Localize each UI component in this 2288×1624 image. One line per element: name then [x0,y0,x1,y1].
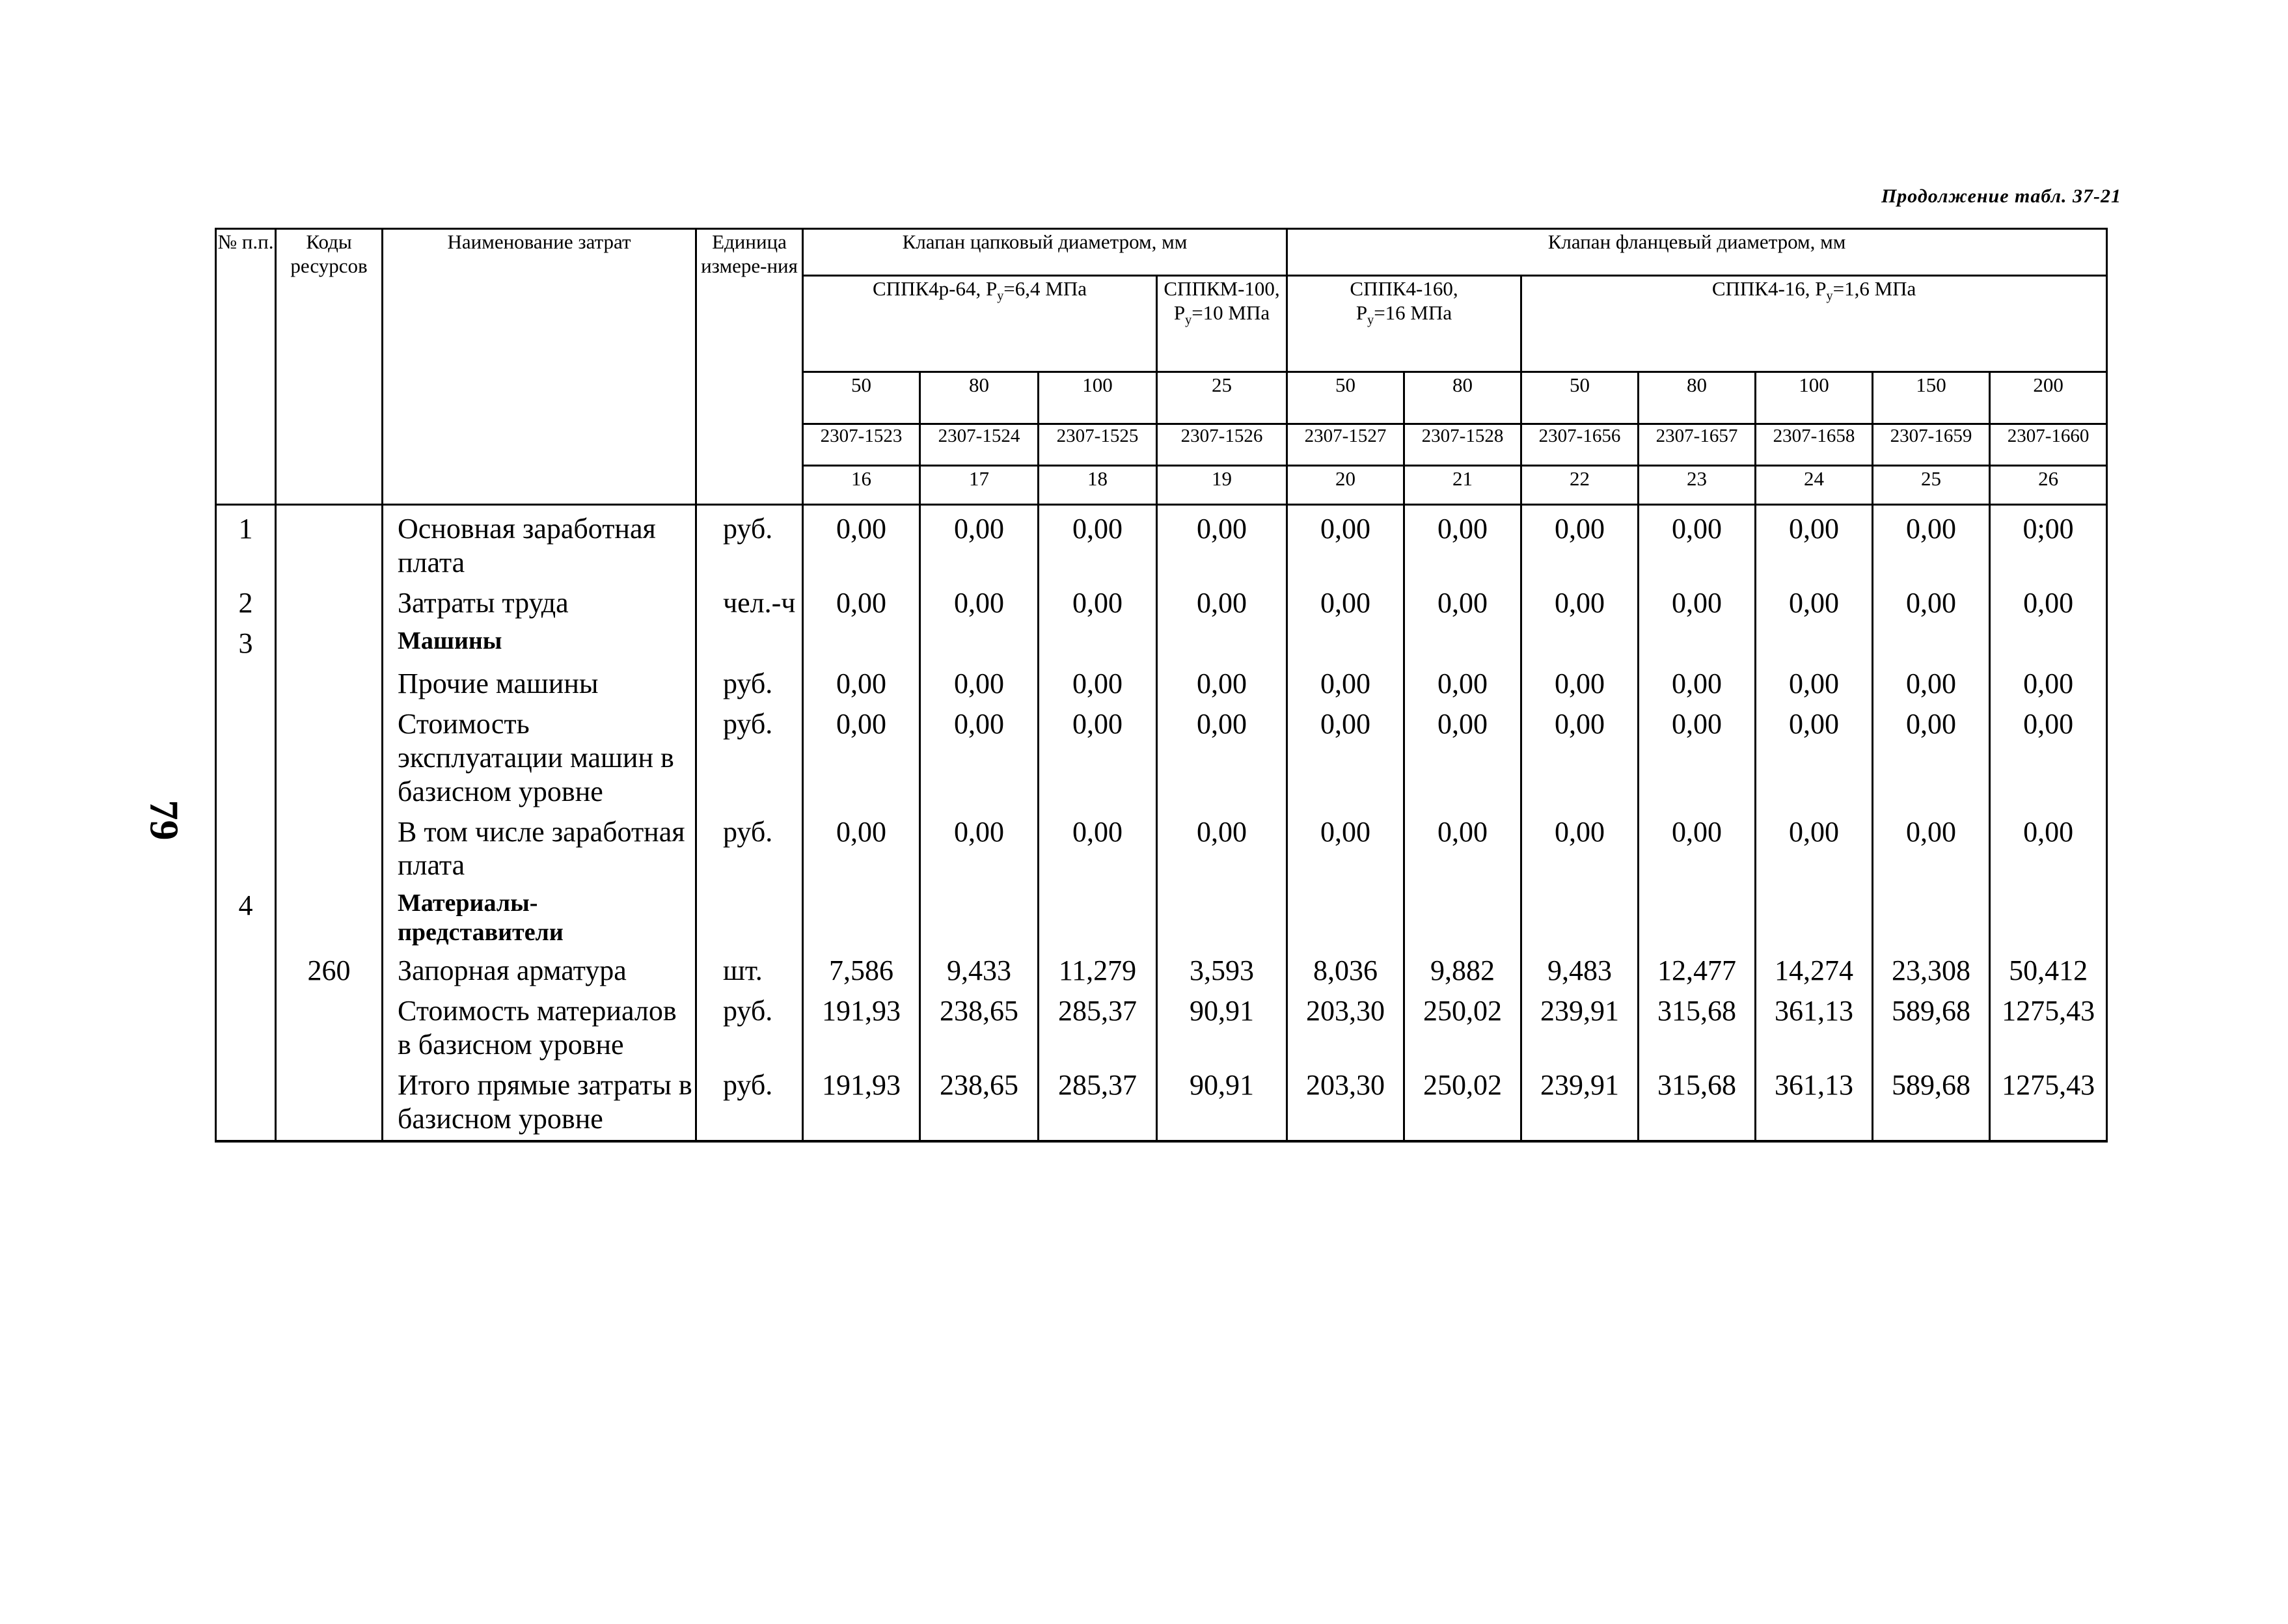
table-row [216,947,2107,988]
value-cell: 90,91 [1157,988,1287,1062]
diameter-cell: 100 [1039,372,1157,424]
value-cell: 7,586 [803,947,920,988]
row-unit: руб. [696,505,803,580]
value-cell: 589,68 [1873,988,1990,1062]
column-number-cell: 25 [1873,466,1990,505]
value-cell: 0,00 [1039,505,1157,580]
row-unit: руб. [696,1062,803,1141]
diameter-cell: 80 [1639,372,1756,424]
row-name: Стоимость материалов в базисном уровне [383,988,696,1062]
row-code: 260 [276,947,383,988]
diameter-cell: 200 [1990,372,2107,424]
row-unit: шт. [696,947,803,988]
value-cell: 285,37 [1039,988,1157,1062]
value-cell: 0,00 [803,701,920,809]
value-cell: 0,00 [920,505,1039,580]
value-cell: 0,00 [1157,701,1287,809]
header-sub-sppkm100: СППКМ-100, $Р_у=10$ МПа [1157,276,1287,372]
value-cell: 0,00 [1404,580,1521,620]
value-cell: 3,593 [1157,947,1287,988]
value-cell: 0,00 [920,809,1039,883]
row-name: Запорная арматура [383,947,696,988]
value-cell: 0,00 [920,660,1039,701]
value-cell: 0,00 [803,580,920,620]
value-cell: 0,00 [1639,580,1756,620]
diameter-cell: 25 [1157,372,1287,424]
row-code [276,580,383,620]
page-number: 79 [141,800,186,841]
value-cell [1287,882,1404,947]
value-cell: 0,00 [1873,580,1990,620]
row-name: В том числе заработная плата [383,809,696,883]
row-num [216,1062,276,1141]
header-unit: Единица измере-ния [696,229,803,505]
row-code [276,1062,383,1141]
value-cell [1756,882,1873,947]
value-cell: 1275,43 [1990,1062,2107,1141]
resource-code-cell: 2307-1526 [1157,424,1287,466]
row-code [276,620,383,660]
value-cell: 0,00 [1404,505,1521,580]
row-num: 4 [216,882,276,947]
value-cell [1639,620,1756,660]
table-row [216,505,2107,580]
value-cell [1157,620,1287,660]
value-cell: 14,274 [1756,947,1873,988]
value-cell: 589,68 [1873,1062,1990,1141]
row-num: 2 [216,580,276,620]
row-unit: руб. [696,701,803,809]
column-number-cell: 18 [1039,466,1157,505]
value-cell: 0;00 [1990,505,2107,580]
column-number-cell: 22 [1521,466,1639,505]
value-cell: 0,00 [1039,580,1157,620]
value-cell: 0,00 [1157,809,1287,883]
row-num [216,809,276,883]
header-code: Коды ресурсов [276,229,383,505]
header-group-threaded: Клапан цапковый диаметром, мм [803,229,1287,276]
value-cell [920,620,1039,660]
value-cell: 0,00 [920,580,1039,620]
value-cell: 238,65 [920,1062,1039,1141]
row-name: Прочие машины [383,660,696,701]
resource-code-cell: 2307-1527 [1287,424,1404,466]
value-cell: 0,00 [1287,701,1404,809]
table-caption: Продолжение табл. 37-21 [1881,185,2121,207]
row-name: Затраты труда [383,580,696,620]
row-unit: руб. [696,809,803,883]
row-unit: чел.-ч [696,580,803,620]
value-cell: 250,02 [1404,1062,1521,1141]
row-name: Материалы-представители [383,882,696,947]
value-cell: 0,00 [1639,809,1756,883]
value-cell: 0,00 [1039,660,1157,701]
column-number-cell: 23 [1639,466,1756,505]
value-cell: 0,00 [1873,505,1990,580]
value-cell: 250,02 [1404,988,1521,1062]
column-number-cell: 24 [1756,466,1873,505]
diameter-cell: 50 [803,372,920,424]
row-name: Машины [383,620,696,660]
value-cell: 285,37 [1039,1062,1157,1141]
diameter-cell: 80 [1404,372,1521,424]
column-number-cell: 26 [1990,466,2107,505]
table-row [216,580,2107,620]
value-cell: 0,00 [1157,580,1287,620]
table-row [216,1062,2107,1141]
column-number-cell: 21 [1404,466,1521,505]
value-cell [803,882,920,947]
column-number-cell: 17 [920,466,1039,505]
table-row [216,882,2107,947]
value-cell: 0,00 [1756,660,1873,701]
value-cell [1521,620,1639,660]
value-cell: 0,00 [1521,505,1639,580]
header-group-flanged: Клапан фланцевый диаметром, мм [1287,229,2107,276]
value-cell: 361,13 [1756,1062,1873,1141]
row-code [276,660,383,701]
value-cell: 1275,43 [1990,988,2107,1062]
row-num [216,988,276,1062]
value-cell: 0,00 [1521,809,1639,883]
value-cell: 8,036 [1287,947,1404,988]
value-cell [1756,620,1873,660]
value-cell: 0,00 [1287,660,1404,701]
table-row [216,660,2107,701]
value-cell [1404,620,1521,660]
value-cell: 0,00 [1039,809,1157,883]
diameter-cell: 50 [1521,372,1639,424]
resource-code-cell: 2307-1524 [920,424,1039,466]
header-num: № п.п. [216,229,276,505]
value-cell: 0,00 [1990,580,2107,620]
header-sub-sppk4-160: СППК4-160, $Р_у=16$ МПа [1287,276,1521,372]
value-cell: 0,00 [1756,701,1873,809]
value-cell: 0,00 [803,809,920,883]
value-cell: 315,68 [1639,1062,1756,1141]
value-cell: 203,30 [1287,988,1404,1062]
row-num: 3 [216,620,276,660]
row-num: 1 [216,505,276,580]
value-cell [1287,620,1404,660]
value-cell [1404,882,1521,947]
diameter-cell: 100 [1756,372,1873,424]
row-num [216,947,276,988]
row-unit [696,620,803,660]
value-cell [1039,620,1157,660]
column-number-cell: 19 [1157,466,1287,505]
resource-code-cell: 2307-1523 [803,424,920,466]
value-cell: 0,00 [1521,580,1639,620]
value-cell: 0,00 [1157,505,1287,580]
value-cell: 0,00 [1990,660,2107,701]
value-cell [1873,882,1990,947]
value-cell: 191,93 [803,988,920,1062]
resource-table [215,228,2108,1143]
value-cell: 0,00 [803,660,920,701]
header-name: Наименование затрат [383,229,696,505]
value-cell [1873,620,1990,660]
value-cell: 12,477 [1639,947,1756,988]
row-code [276,701,383,809]
row-name: Итого прямые затраты в базисном уровне [383,1062,696,1141]
resource-code-cell: 2307-1658 [1756,424,1873,466]
row-code [276,809,383,883]
value-cell: 0,00 [1990,701,2107,809]
value-cell: 0,00 [1157,660,1287,701]
value-cell: 0,00 [1873,701,1990,809]
table-row [216,809,2107,883]
value-cell: 0,00 [1639,660,1756,701]
value-cell: 0,00 [1873,809,1990,883]
row-name: Основная заработная плата [383,505,696,580]
value-cell: 315,68 [1639,988,1756,1062]
value-cell: 0,00 [803,505,920,580]
row-num [216,660,276,701]
column-number-cell: 16 [803,466,920,505]
value-cell: 90,91 [1157,1062,1287,1141]
value-cell: 0,00 [1521,660,1639,701]
value-cell: 9,483 [1521,947,1639,988]
value-cell: 0,00 [1756,809,1873,883]
value-cell: 0,00 [1287,580,1404,620]
value-cell [1990,882,2107,947]
value-cell: 50,412 [1990,947,2107,988]
row-name: Стоимость эксплуатации машин в базисном уровне [383,701,696,809]
value-cell: 0,00 [1404,660,1521,701]
resource-code-cell: 2307-1659 [1873,424,1990,466]
diameter-cell: 80 [920,372,1039,424]
value-cell: 238,65 [920,988,1039,1062]
value-cell: 0,00 [1287,809,1404,883]
row-num [216,701,276,809]
value-cell: 0,00 [1521,701,1639,809]
value-cell: 9,882 [1404,947,1521,988]
row-unit: руб. [696,988,803,1062]
value-cell: 0,00 [1039,701,1157,809]
diameter-cell: 50 [1287,372,1404,424]
value-cell [803,620,920,660]
resource-code-cell: 2307-1525 [1039,424,1157,466]
value-cell [1039,882,1157,947]
value-cell: 0,00 [1404,809,1521,883]
value-cell: 0,00 [1639,505,1756,580]
value-cell: 239,91 [1521,1062,1639,1141]
value-cell [1521,882,1639,947]
table-row [216,620,2107,660]
value-cell: 0,00 [1873,660,1990,701]
value-cell: 361,13 [1756,988,1873,1062]
row-code [276,988,383,1062]
value-cell [1639,882,1756,947]
row-code [276,882,383,947]
value-cell: 0,00 [1639,701,1756,809]
column-number-cell: 20 [1287,466,1404,505]
value-cell [920,882,1039,947]
resource-code-cell: 2307-1657 [1639,424,1756,466]
resource-code-cell: 2307-1660 [1990,424,2107,466]
row-unit [696,882,803,947]
value-cell [1990,620,2107,660]
diameter-cell: 150 [1873,372,1990,424]
value-cell: 11,279 [1039,947,1157,988]
value-cell: 191,93 [803,1062,920,1141]
value-cell: 0,00 [1287,505,1404,580]
value-cell: 0,00 [1990,809,2107,883]
row-code [276,505,383,580]
value-cell: 0,00 [1756,580,1873,620]
resource-code-cell: 2307-1528 [1404,424,1521,466]
value-cell: 203,30 [1287,1062,1404,1141]
table-row [216,701,2107,809]
value-cell [1157,882,1287,947]
value-cell: 239,91 [1521,988,1639,1062]
value-cell: 23,308 [1873,947,1990,988]
resource-code-cell: 2307-1656 [1521,424,1639,466]
value-cell: 0,00 [1756,505,1873,580]
value-cell: 0,00 [920,701,1039,809]
header-sub-sppk4-16: СППК4-16, $Р_у=1,6$ МПа [1521,276,2107,372]
row-unit: руб. [696,660,803,701]
value-cell: 9,433 [920,947,1039,988]
value-cell: 0,00 [1404,701,1521,809]
table-row [216,988,2107,1062]
header-sub-sppk4r64: СППК4р-64, $Р_у=6,4$ МПа [803,276,1157,372]
